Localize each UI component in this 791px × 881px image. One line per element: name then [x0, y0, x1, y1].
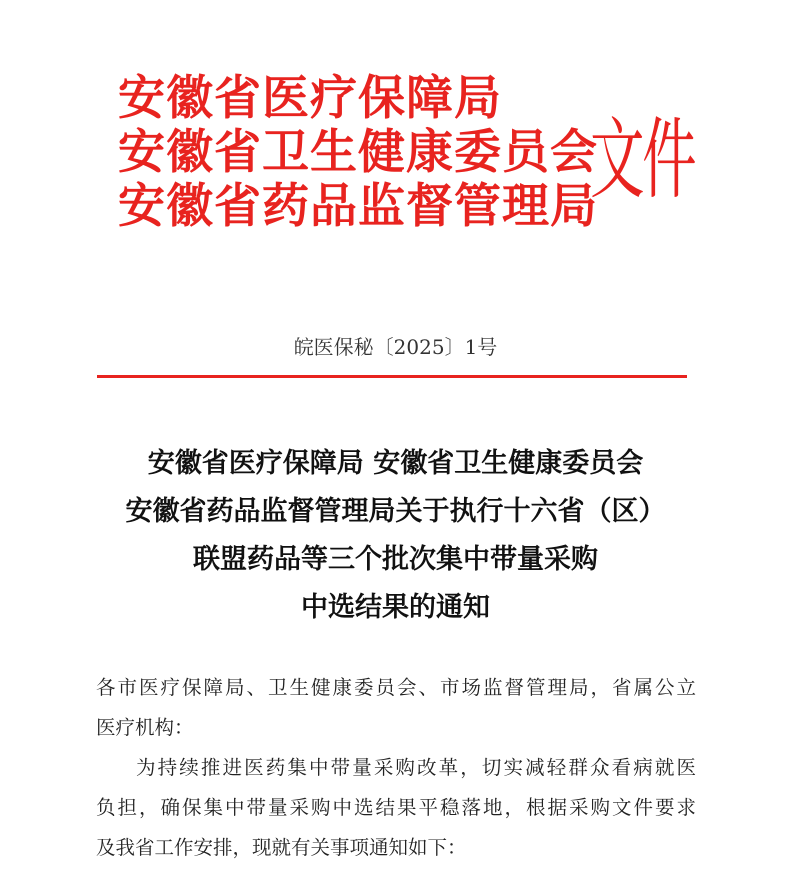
title-line-3: 联盟药品等三个批次集中带量采购	[193, 544, 598, 575]
document-type-label: 文件	[590, 108, 695, 211]
red-divider-line	[97, 375, 687, 378]
paragraph-1-line-1: 为持续推进医药集中带量采购改革，切实减轻群众看病就医	[136, 756, 696, 779]
title-line-1: 安徽省医疗保障局 安徽省卫生健康委员会	[147, 448, 644, 479]
paragraph-1-line-2: 负担，确保集中带量采购中选结果平稳落地，根据采购文件要求	[96, 796, 696, 819]
paragraph-1	[96, 748, 696, 868]
paragraph-1-line-3: 及我省工作安排，现就有关事项通知如下：	[96, 836, 467, 859]
title-line-4: 中选结果的通知	[301, 592, 490, 623]
addressee-line-2: 医疗机构：	[96, 716, 194, 739]
issuer-drug-administration: 安徽省药品监督管理局	[118, 179, 598, 234]
issuer-healthcare-security-bureau: 安徽省医疗保障局	[118, 71, 502, 126]
addressee-line-1: 各市医疗保障局、卫生健康委员会、市场监督管理局，省属公立	[96, 676, 696, 699]
issuing-agencies	[118, 71, 598, 234]
document-title	[0, 440, 791, 632]
title-line-2: 安徽省药品监督管理局关于执行十六省（区）	[125, 496, 666, 527]
addressee	[96, 668, 696, 748]
document-number: 皖医保秘〔2025〕1号	[293, 335, 498, 359]
issuer-health-commission: 安徽省卫生健康委员会	[118, 125, 598, 180]
document-body	[96, 668, 696, 868]
